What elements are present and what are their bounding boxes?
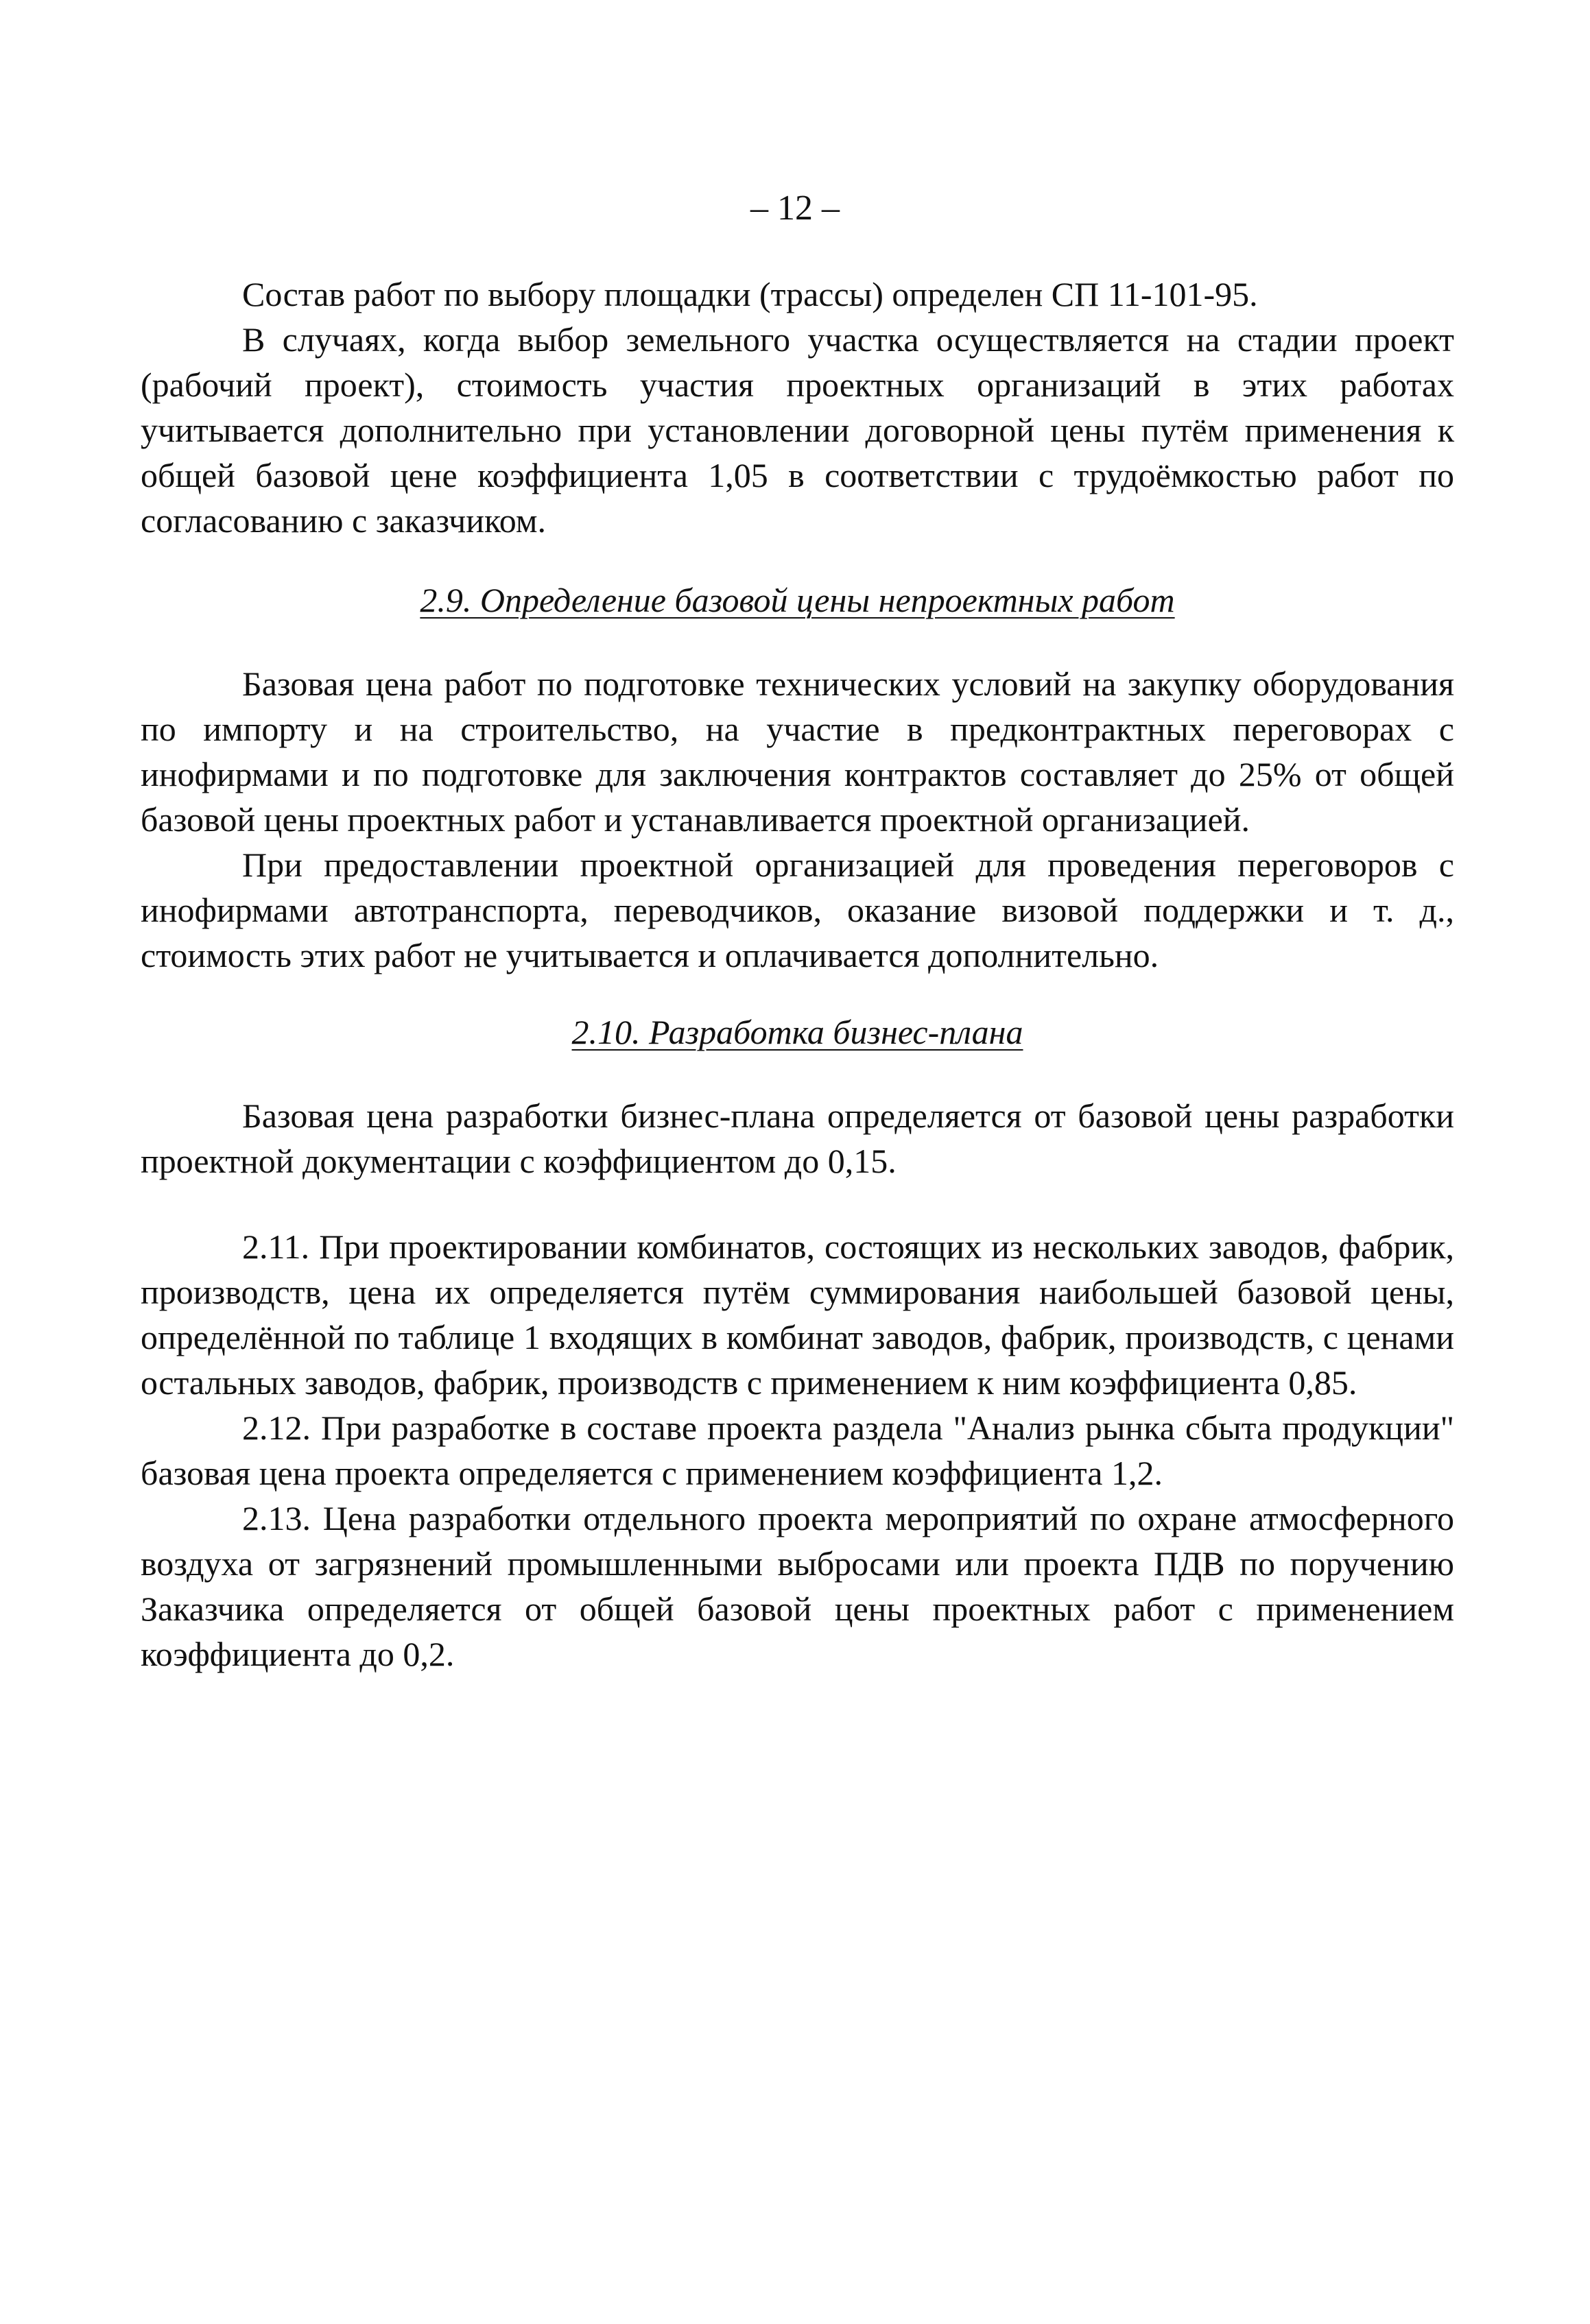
section-2-9-body	[141, 661, 1454, 978]
heading-2-10	[141, 1009, 1454, 1055]
paragraph-2-12: 2.12. При разработке в составе проекта раздела "Анализ рынка сбыта продукции" базовая цена проекта определяется с применением коэффициента 1,2.	[141, 1409, 1454, 1492]
paragraph-business-plan: Базовая цена разработки бизнес-плана определяется от базовой цены разработки проектной документации с коэффициентом до 0,15.	[141, 1097, 1454, 1180]
heading-2-10-text: 2.10. Разработка бизнес-плана	[571, 1013, 1023, 1051]
heading-2-9	[141, 577, 1454, 623]
paragraph-site-selection: Состав работ по выбору площадки (трассы) определен СП 11-101-95.	[242, 275, 1258, 313]
paragraph-2-11: 2.11. При проектировании комбинатов, состоящих из нескольких заводов, фабрик, производств, цена их определяется путём суммирования наибольшей базовой цены, определённой по таблице 1 входящих в комбинат заводов, фабрик, производств, с ценами остальных заводов, фабрик, производств с применением к ним коэффициента 0,85.	[141, 1227, 1454, 1402]
intro-section	[141, 272, 1454, 543]
paragraph-land-plot: В случаях, когда выбор земельного участка осуществляется на стадии проект (рабочий проект), стоимость участия проектных организаций в этих работах учитывается дополнительно при установлении договорной цены путём применения к общей базовой цене коэффициента 1,05 в соответствии с трудоёмкостью работ по согласованию с заказчиком.	[141, 320, 1454, 540]
paragraph-import-conditions: Базовая цена работ по подготовке технических условий на закупку оборудования по импорту и на строительство, на участие в предконтрактных переговорах с инофирмами и по подготовке для заключения контрактов составляет до 25% от общей базовой цены проектных работ и устанавливается проектной организацией.	[141, 664, 1454, 839]
heading-2-9-text: 2.9. Определение базовой цены непроектных работ	[420, 581, 1175, 619]
paragraph-negotiations: При предоставлении проектной организацией для проведения переговоров с инофирмами автотранспорта, переводчиков, оказание визовой поддержки и т. д., стоимость этих работ не учитывается и оплачивается дополнительно.	[141, 846, 1454, 974]
page-number: – 12 –	[750, 189, 840, 228]
section-2-11-13-body	[141, 1224, 1454, 1677]
section-2-10-body	[141, 1093, 1454, 1184]
paragraph-2-13: 2.13. Цена разработки отдельного проекта мероприятий по охране атмосферного воздуха от загрязнений промышленными выбросами или проекта ПДВ по поручению Заказчика определяется от общей базовой цены проектных работ с применением коэффициента до 0,2.	[141, 1499, 1454, 1673]
